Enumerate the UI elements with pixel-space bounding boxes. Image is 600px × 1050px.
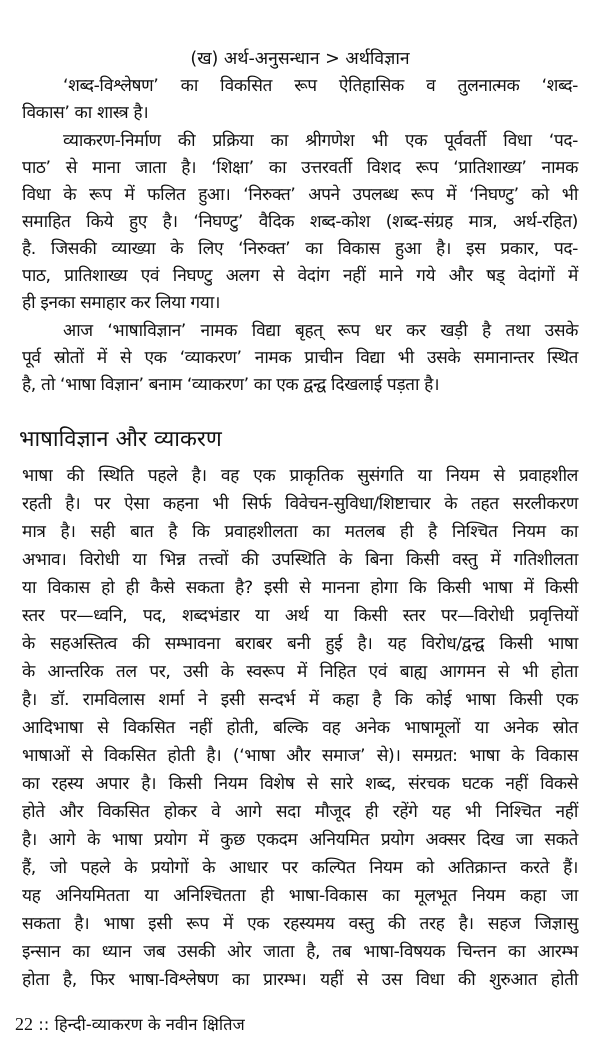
paragraph-4-line: के सहअस्तित्व की सम्भावना बराबर बनी हुई है। यह विरोध/द्वन्द्व किसी भाषा [22,634,578,654]
paragraph-2-line: पाठ, प्रातिशाख्य एवं निघण्टु अलग से वेदांग नहीं माने गये और षड् वेदांगों में [22,266,578,286]
paragraph-4-line: रहती है। पर ऐसा कहना भी सिर्फ विवेचन-सुविधा/शिष्टाचार के तहत सरलीकरण [22,494,578,514]
paragraph-4-line: होते और विकसित होकर वे आगे सदा मौजूद ही रहेंगे यह भी निश्चित नहीं [22,802,578,822]
paragraph-4-line: इन्सान का ध्यान जब उसकी ओर जाता है, तब भाषा-विषयक चिन्तन का आरम्भ [22,942,578,962]
paragraph-4-line: स्तर पर—ध्वनि, पद, शब्दभंडार या अर्थ या किसी स्तर पर—विरोधी प्रवृत्तियों [22,606,578,626]
paragraph-2-line: ही इनका समाहार कर लिया गया। [22,293,220,313]
paragraph-4-line: मात्र है। सही बात है कि प्रवाहशीलता का मतलब ही है निश्चित नियम का [22,522,578,542]
paragraph-4-line: होता है, फिर भाषा-विश्लेषण का प्रारम्भ। यहीं से उस विधा की शुरुआत होती [22,970,578,990]
paragraph-4-line: भाषाओं से विकसित होती है। (‘भाषा और समाज’ से)। समग्रत: भाषा के विकास [22,746,578,766]
paragraph-1-line: ‘शब्द-विश्लेषण’ का विकसित रूप ऐतिहासिक व तुलनात्मक ‘शब्द- [63,76,578,96]
paragraph-4-line: के आन्तरिक तल पर, उसी के स्वरूप में निहित एवं बाह्य आगमन से भी होता [22,662,578,682]
paragraph-2-line: व्याकरण-निर्माण की प्रक्रिया का श्रीगणेश भी एक पूर्ववर्ती विधा ‘पद- [63,131,578,151]
paragraph-4-line: भाषा की स्थिति पहले है। वह एक प्राकृतिक सुसंगति या नियम से प्रवाहशील [22,466,578,486]
paragraph-4-line: अभाव। विरोधी या भिन्न तत्त्वों की उपस्थिति के बिना किसी वस्तु में गतिशीलता [22,550,578,570]
paragraph-4-line: आदिभाषा से विकसित नहीं होती, बल्कि वह अनेक भाषामूलों या अनेक स्रोत [22,718,578,738]
footer-separator: :: [38,1015,50,1034]
page-number: 22 [15,1014,33,1034]
subsection-heading: (ख) अर्थ-अनुसन्धान > अर्थविज्ञान [190,49,410,69]
paragraph-3-line: है, तो ‘भाषा विज्ञान’ बनाम ‘व्याकरण’ का एक द्वन्द्व दिखलाई पड़ता है। [22,375,440,395]
paragraph-2-line: विधा के रूप में फलित हुआ। ‘निरुक्त’ अपने उपलब्ध रूप में ‘निघण्टु’ को भी [22,185,578,205]
page-footer [15,1012,245,1037]
paragraph-4-line: है। डॉ. रामविलास शर्मा ने इसी सन्दर्भ में कहा है कि कोई भाषा किसी एक [22,690,578,710]
paragraph-4-line: या विकास हो ही कैसे सकता है? इसी से मानना होगा कि किसी भाषा में किसी [22,578,578,598]
paragraph-4-line: सकता है। भाषा इसी रूप में एक रहस्यमय वस्तु की तरह है। सहज जिज्ञासु [22,914,578,934]
paragraph-2-line: है. जिसकी व्याख्या के लिए ‘निरुक्त’ का विकास हुआ है। इस प्रकार, पद- [22,239,578,259]
paragraph-3-line: आज ‘भाषाविज्ञान’ नामक विद्या बृहत् रूप धर कर खड़ी है तथा उसके [63,321,578,341]
paragraph-3-line: पूर्व स्रोतों में से एक ‘व्याकरण’ नामक प्राचीन विद्या भी उसके समानान्तर स्थित [22,348,578,368]
paragraph-4-line: है। आगे के भाषा प्रयोग में कुछ एकदम अनियमित प्रयोग अक्सर दिख जा सकते [22,830,578,850]
paragraph-1-line: विकास’ का शास्त्र है। [22,103,149,123]
paragraph-4-line: हैं, जो पहले के प्रयोगों के आधार पर कल्पित नियम को अतिक्रान्त करते हैं। [22,858,578,878]
paragraph-2-line: पाठ’ से माना जाता है। ‘शिक्षा’ का उत्तरवर्ती विशद रूप ‘प्रातिशाख्य’ नामक [22,158,578,178]
paragraph-2-line: समाहित किये हुए है। ‘निघण्टु’ वैदिक शब्द-कोश (शब्द-संग्रह मात्र, अर्थ-रहित) [22,212,578,232]
paragraph-4-line: यह अनियमितता या अनिश्चितता ही भाषा-विकास का मूलभूत नियम कहा जा [22,886,578,906]
book-title: हिन्दी-व्याकरण के नवीन क्षितिज [54,1015,245,1034]
paragraph-4-line: का रहस्य अपार है। किसी नियम विशेष से सारे शब्द, संरचक घटक नहीं विकसे [22,774,578,794]
section-heading: भाषाविज्ञान और व्याकरण [19,427,222,452]
